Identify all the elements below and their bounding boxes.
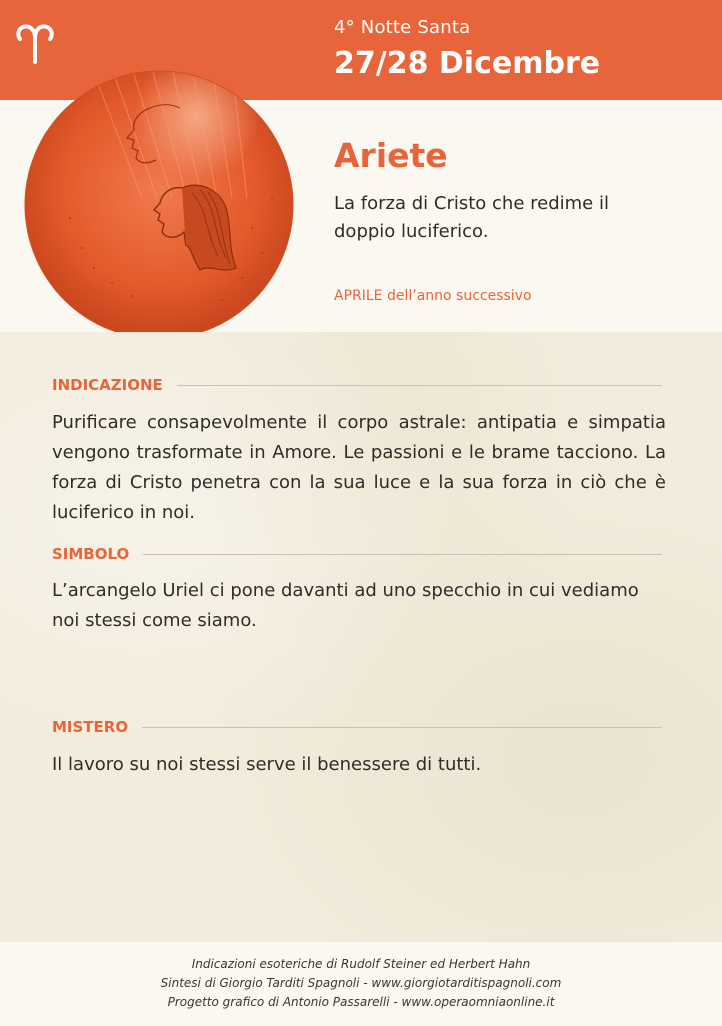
footer-credit-steiner: Indicazioni esoteriche di Rudolf Steiner ed Herbert Hahn: [191, 957, 531, 971]
section-text-indicazione: Purificare consapevolmente il corpo astrale: antipatia e simpatia vengono trasformate in Amore. Le passioni e le brame tacciono. La forza di Cristo penetra con la sua luce e la sua forza in ciò che è luciferico in noi.: [52, 412, 666, 523]
section-divider: [142, 727, 662, 728]
section-label-mistero: MISTERO: [52, 718, 129, 736]
period-label: APRILE dell’anno successivo: [334, 288, 532, 304]
section-divider: [177, 385, 662, 386]
section-header-mistero: [52, 718, 662, 736]
section-text-mistero: Il lavoro su noi stessi serve il benessere di tutti.: [52, 754, 482, 775]
sign-description: La forza di Cristo che redime il doppio luciferico.: [334, 193, 609, 242]
section-header-indicazione: [52, 376, 662, 394]
section-header-simbolo: [52, 545, 662, 563]
section-divider: [143, 554, 662, 555]
aries-medallion-illustration: [22, 68, 296, 342]
date-label: 27/28 Dicembre: [334, 46, 601, 81]
aries-icon: [14, 22, 56, 64]
section-label-indicazione: INDICAZIONE: [52, 376, 163, 394]
section-label-simbolo: SIMBOLO: [52, 545, 130, 563]
section-text-simbolo: L’arcangelo Uriel ci pone davanti ad uno specchio in cui vediamo noi stessi come siamo.: [52, 580, 639, 631]
footer-credit-design: Progetto grafico di Antonio Passarelli - www.operaomniaonline.it: [167, 995, 555, 1009]
sign-title: Ariete: [334, 136, 448, 175]
footer-credits: [0, 942, 722, 1026]
footer-credit-synthesis: Sintesi di Giorgio Tarditi Spagnoli - www.giorgiotarditispagnoli.com: [160, 976, 562, 990]
night-label: 4° Notte Santa: [334, 17, 471, 38]
